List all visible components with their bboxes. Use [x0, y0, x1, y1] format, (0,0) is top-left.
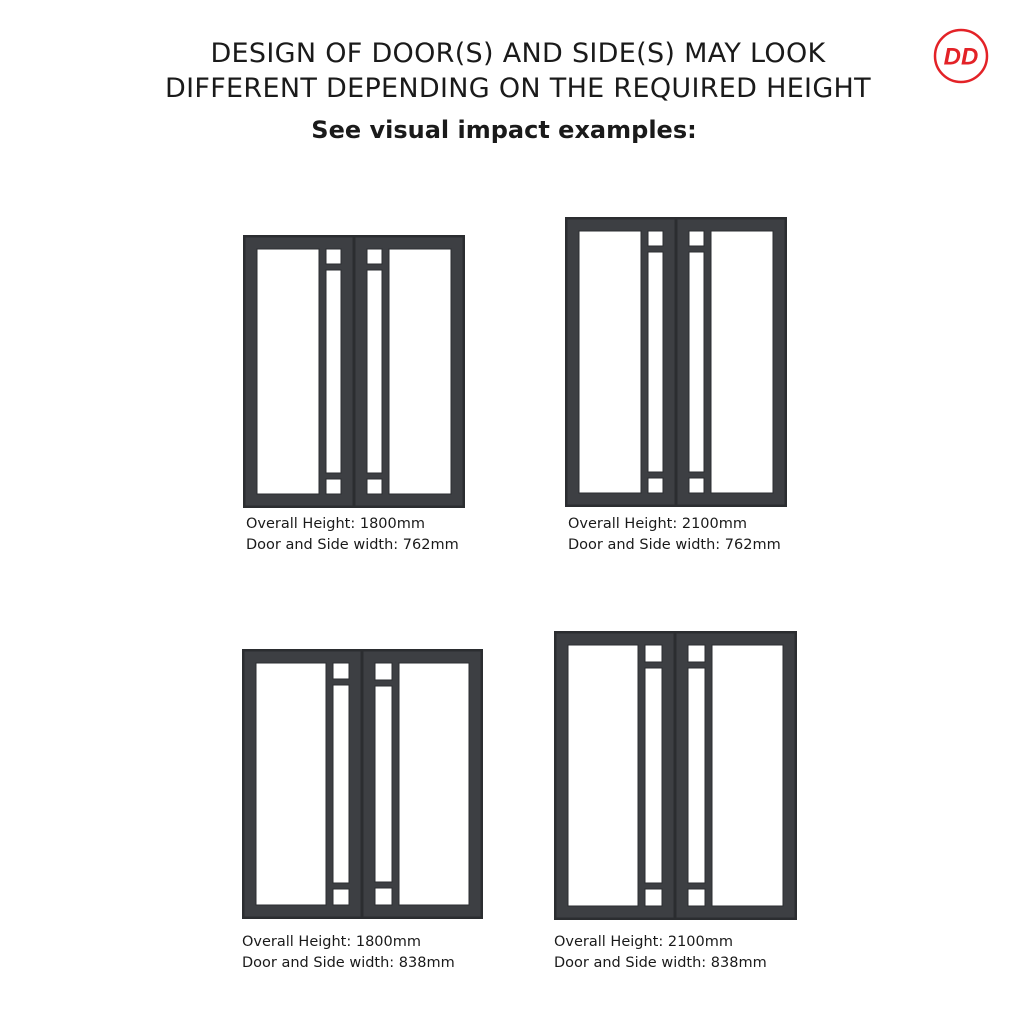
side-panel-top-square-pane — [645, 645, 662, 662]
door-width-label: Door and Side width: 762mm — [568, 537, 781, 553]
door-leaf-strip-pane — [375, 686, 392, 882]
door-width-label: Door and Side width: 838mm — [242, 955, 455, 971]
side-panel-bottom-square-pane — [648, 478, 663, 493]
side-panel-main-pane — [568, 645, 638, 906]
door-set-2100-762 — [565, 217, 787, 507]
overall-height-label: Overall Height: 1800mm — [246, 516, 426, 532]
side-panel-strip-pane — [333, 685, 349, 883]
dd-logo — [932, 27, 990, 85]
caption-2100-838 — [554, 932, 767, 974]
caption-1800-762 — [246, 514, 459, 556]
logo-text: DD — [943, 43, 979, 71]
door-leaf-top-square-pane — [375, 663, 392, 680]
door-set-2100-838 — [554, 631, 797, 920]
headline-line-1: DESIGN OF DOOR(S) AND SIDE(S) MAY LOOK — [210, 38, 826, 69]
side-panel-top-square-pane — [326, 249, 341, 264]
door-leaf-top-square-pane — [688, 645, 705, 662]
door-leaf-main-pane — [389, 249, 451, 494]
side-panel-top-square-pane — [648, 231, 663, 246]
door-set-1800-838 — [242, 649, 483, 919]
door-leaf-strip-pane — [689, 252, 704, 472]
side-panel-strip-pane — [648, 252, 663, 472]
door-set-1800-762 — [243, 235, 465, 508]
caption-1800-838 — [242, 932, 455, 974]
door-leaf-bottom-square-pane — [375, 888, 392, 905]
side-panel-main-pane — [257, 249, 319, 494]
door-leaf-main-pane — [711, 231, 773, 493]
door-leaf-top-square-pane — [689, 231, 704, 246]
side-panel-bottom-square-pane — [645, 889, 662, 906]
door-leaf-main-pane — [712, 645, 783, 906]
headline-line-2: DIFFERENT DEPENDING ON THE REQUIRED HEIGHT — [165, 73, 871, 104]
side-panel-bottom-square-pane — [326, 479, 341, 494]
overall-height-label: Overall Height: 2100mm — [568, 516, 748, 532]
door-leaf-bottom-square-pane — [689, 478, 704, 493]
door-width-label: Door and Side width: 838mm — [554, 955, 767, 971]
overall-height-label: Overall Height: 2100mm — [554, 934, 734, 950]
side-panel-main-pane — [256, 663, 326, 905]
door-leaf-top-square-pane — [367, 249, 382, 264]
door-leaf-bottom-square-pane — [367, 479, 382, 494]
caption-2100-762 — [568, 514, 781, 556]
door-leaf-main-pane — [399, 663, 469, 905]
subtitle: See visual impact examples: — [311, 116, 697, 144]
side-panel-main-pane — [579, 231, 641, 493]
side-panel-strip-pane — [645, 668, 662, 883]
door-leaf-bottom-square-pane — [688, 889, 705, 906]
door-leaf-strip-pane — [688, 668, 705, 883]
door-leaf-strip-pane — [367, 270, 382, 473]
side-panel-bottom-square-pane — [333, 889, 349, 905]
overall-height-label: Overall Height: 1800mm — [242, 934, 422, 950]
door-width-label: Door and Side width: 762mm — [246, 537, 459, 553]
side-panel-strip-pane — [326, 270, 341, 473]
side-panel-top-square-pane — [333, 663, 349, 679]
